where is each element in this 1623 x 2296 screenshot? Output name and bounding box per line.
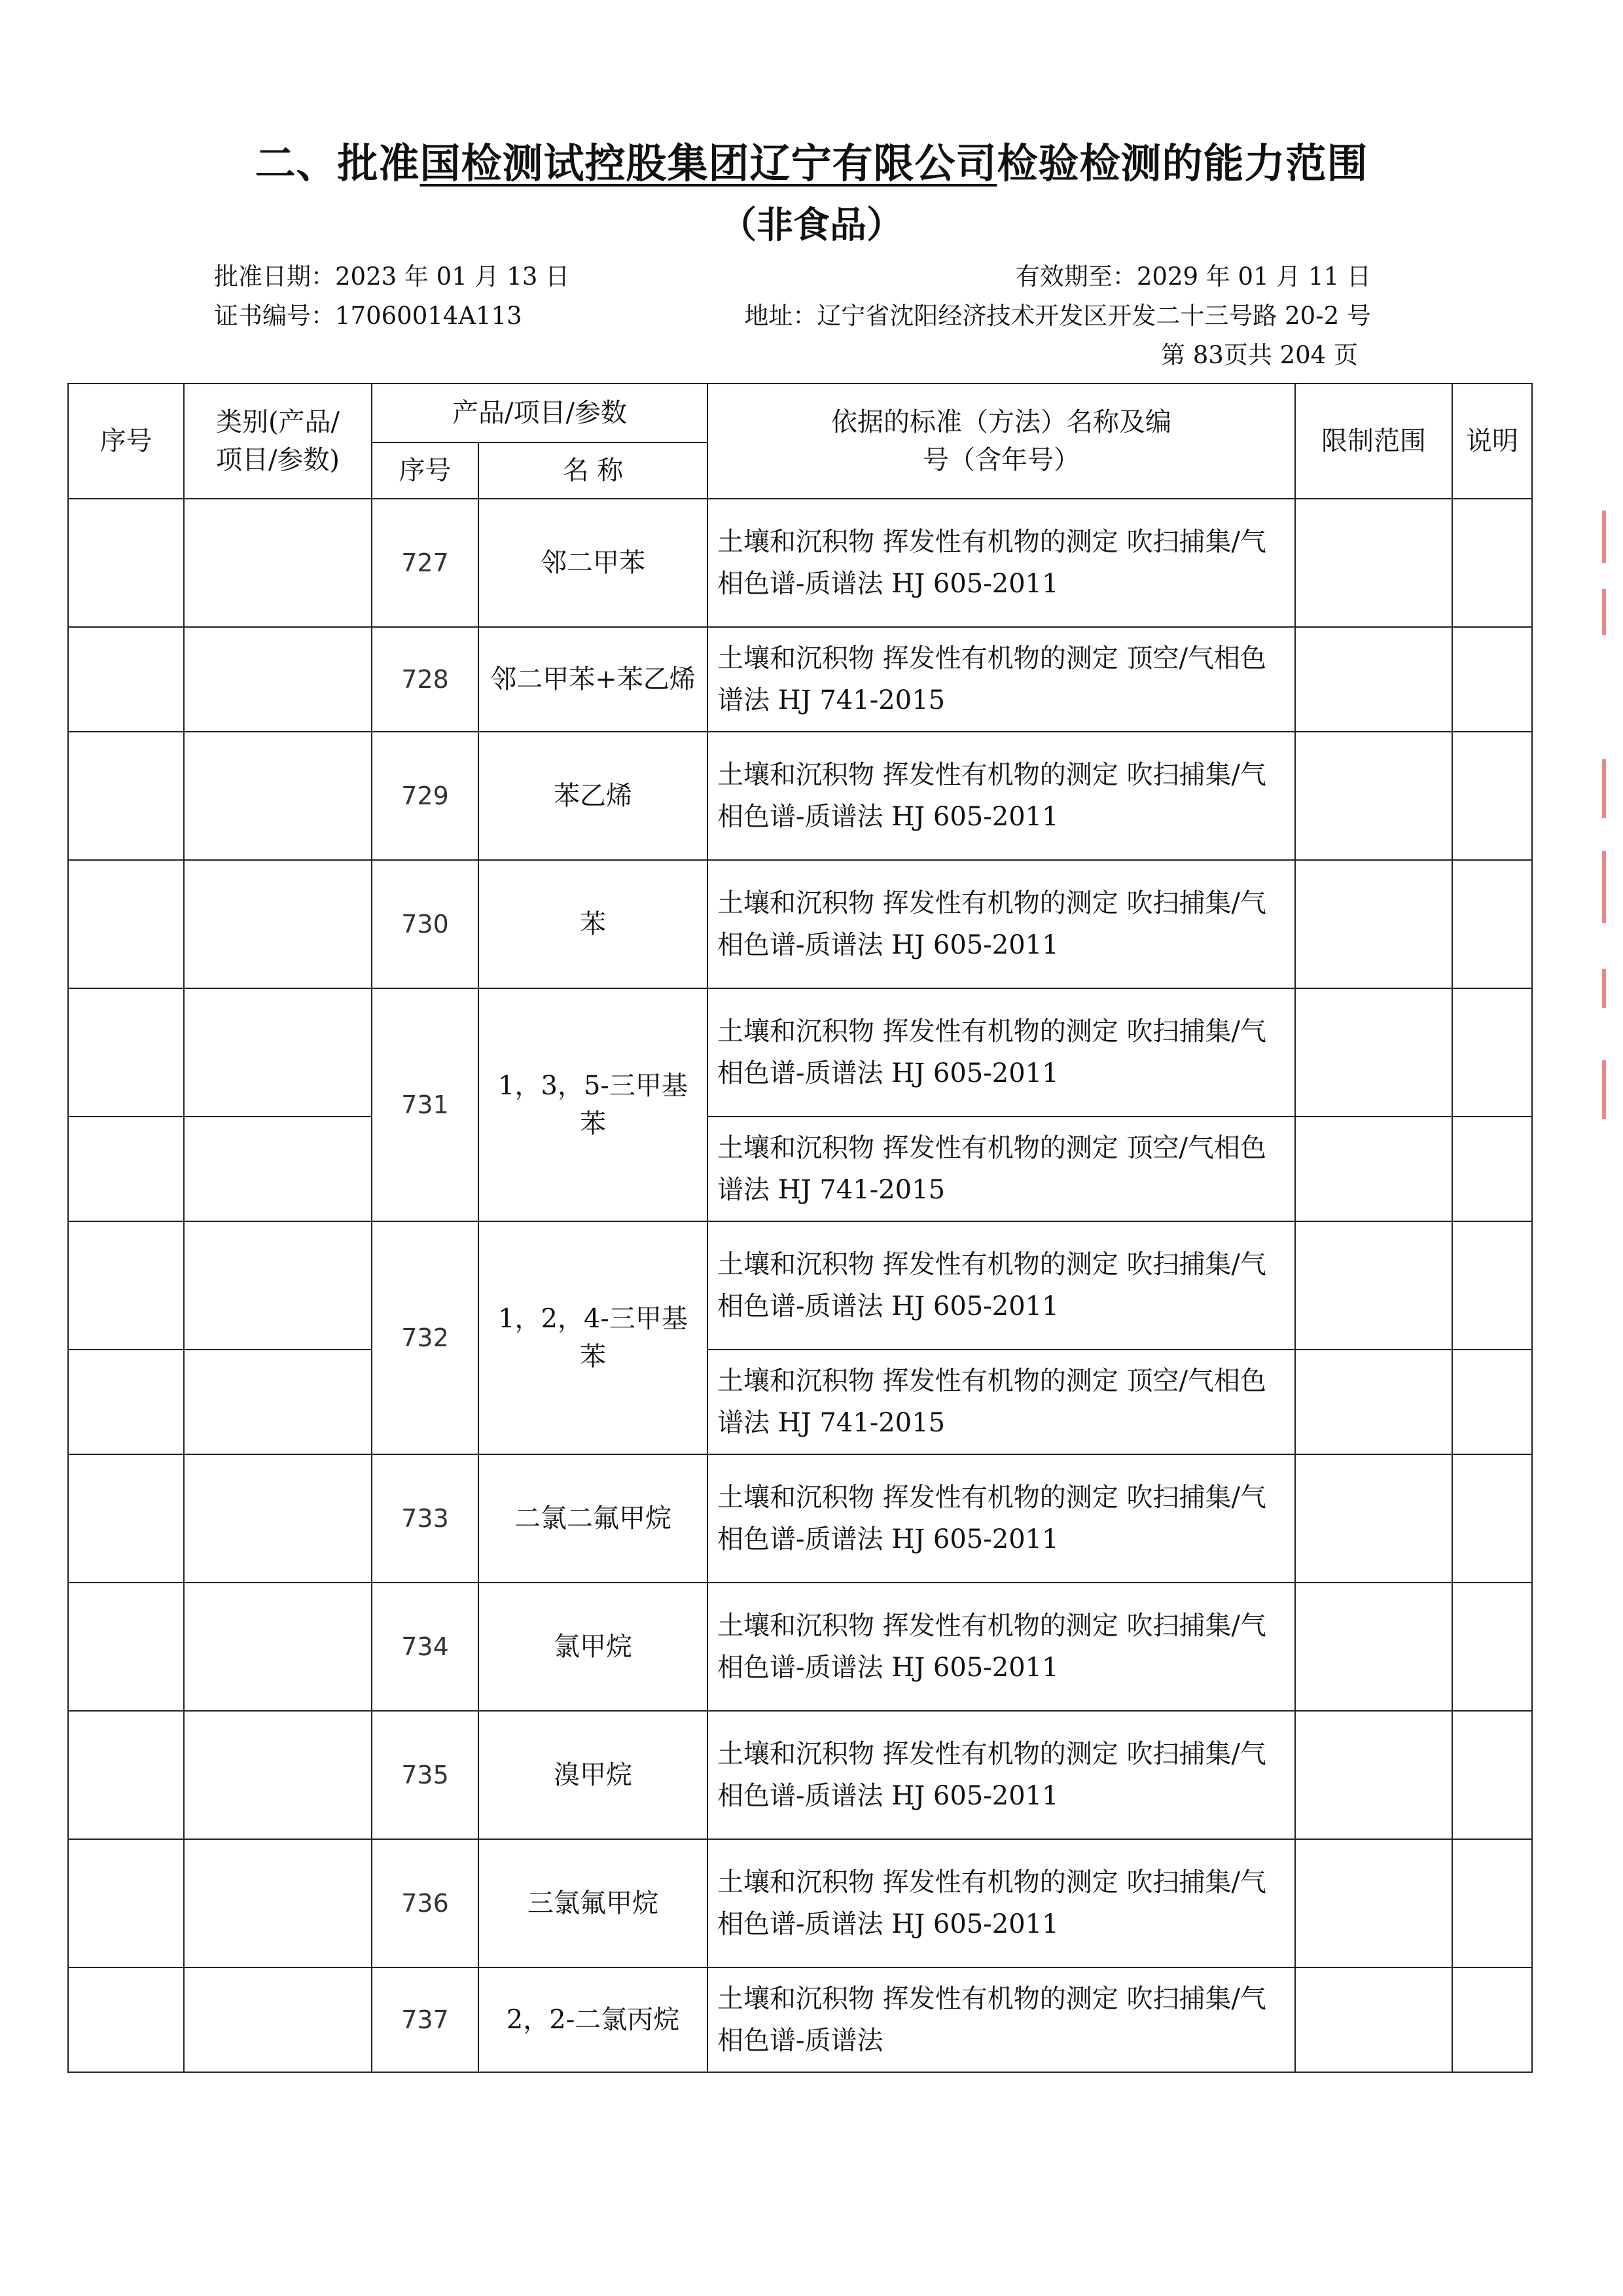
- table-row: [68, 499, 1532, 627]
- cell-seq: [68, 988, 184, 1117]
- cell-note: [1452, 732, 1532, 860]
- table-row: [68, 860, 1532, 988]
- cell-seq: [68, 1350, 184, 1454]
- cell-standard: 土壤和沉积物 挥发性有机物的测定 吹扫捕集/气相色谱-质谱法 HJ 605-2011: [707, 860, 1295, 988]
- header-limit: 限制范围: [1295, 384, 1452, 499]
- cell-note: [1452, 1583, 1532, 1711]
- cell-limit: [1295, 1350, 1452, 1454]
- header-category: 类别(产品/项目/参数): [184, 384, 372, 499]
- cell-note: [1452, 1839, 1532, 1967]
- cell-item-name: 1，2，4-三甲基苯: [478, 1221, 707, 1454]
- cell-item-name: 1，3，5-三甲基苯: [478, 988, 707, 1221]
- cell-standard: 土壤和沉积物 挥发性有机物的测定 顶空/气相色谱法 HJ 741-2015: [707, 1117, 1295, 1221]
- cell-limit: [1295, 499, 1452, 627]
- cell-seq: [68, 1839, 184, 1967]
- table-row: [68, 732, 1532, 860]
- cell-seq: [68, 1711, 184, 1839]
- table-row: [68, 1711, 1532, 1839]
- table-row: [68, 1583, 1532, 1711]
- cell-limit: [1295, 1454, 1452, 1583]
- cell-category: [184, 1454, 372, 1583]
- table-row: [68, 1839, 1532, 1967]
- cell-limit: [1295, 1839, 1452, 1967]
- cell-item-name: 邻二甲苯: [478, 499, 707, 627]
- cell-item-no: 733: [372, 1454, 478, 1583]
- cell-limit: [1295, 1967, 1452, 2072]
- cell-seq: [68, 860, 184, 988]
- cell-standard: 土壤和沉积物 挥发性有机物的测定 吹扫捕集/气相色谱-质谱法 HJ 605-2011: [707, 1711, 1295, 1839]
- cell-item-no: 729: [372, 732, 478, 860]
- title-company: 国检测试控股集团辽宁有限公司: [419, 139, 997, 187]
- cell-category: [184, 1583, 372, 1711]
- cell-note: [1452, 1117, 1532, 1221]
- cell-category: [184, 1117, 372, 1221]
- address: 地址：辽宁省沈阳经济技术开发区开发二十三号路 20-2 号: [744, 302, 1371, 330]
- header-sub-name: 名 称: [478, 442, 707, 499]
- seal-edge-marks: [1598, 511, 1611, 1152]
- cell-seq: [68, 1583, 184, 1711]
- cell-item-name: 氯甲烷: [478, 1583, 707, 1711]
- cell-standard: 土壤和沉积物 挥发性有机物的测定 吹扫捕集/气相色谱-质谱法 HJ 605-2011: [707, 1221, 1295, 1350]
- cell-note: [1452, 860, 1532, 988]
- cell-note: [1452, 1454, 1532, 1583]
- cell-note: [1452, 499, 1532, 627]
- cell-standard: 土壤和沉积物 挥发性有机物的测定 吹扫捕集/气相色谱-质谱法 HJ 605-2011: [707, 732, 1295, 860]
- cell-item-no: 736: [372, 1839, 478, 1967]
- header-standard: 依据的标准（方法）名称及编号（含年号）: [707, 384, 1295, 499]
- cell-note: [1452, 1967, 1532, 2072]
- cell-standard: 土壤和沉积物 挥发性有机物的测定 顶空/气相色谱法 HJ 741-2015: [707, 1350, 1295, 1454]
- header-seq: 序号: [68, 384, 184, 499]
- table-row: [68, 1221, 1532, 1350]
- cell-note: [1452, 988, 1532, 1117]
- table-row: [68, 627, 1532, 732]
- cell-limit: [1295, 732, 1452, 860]
- cell-category: [184, 627, 372, 732]
- cell-standard: 土壤和沉积物 挥发性有机物的测定 吹扫捕集/气相色谱-质谱法 HJ 605-2011: [707, 499, 1295, 627]
- certificate-number: 证书编号：17060014A113: [214, 302, 522, 330]
- table-row: [68, 988, 1532, 1117]
- cell-item-no: 735: [372, 1711, 478, 1839]
- cell-seq: [68, 1117, 184, 1221]
- cell-item-no: 737: [372, 1967, 478, 2072]
- table-row: [68, 1967, 1532, 2072]
- cell-item-name: 苯乙烯: [478, 732, 707, 860]
- cell-category: [184, 988, 372, 1117]
- page-info: 第 83页共 204 页: [1161, 341, 1358, 369]
- cell-standard: 土壤和沉积物 挥发性有机物的测定 吹扫捕集/气相色谱-质谱法 HJ 605-2011: [707, 1839, 1295, 1967]
- cell-item-no: 732: [372, 1221, 478, 1454]
- scope-table: [67, 383, 1533, 2073]
- cell-item-name: 邻二甲苯+苯乙烯: [478, 627, 707, 732]
- document-title: [0, 131, 1623, 189]
- title-suffix: 检验检测的能力范围: [997, 139, 1368, 187]
- cell-seq: [68, 732, 184, 860]
- cell-seq: [68, 1967, 184, 2072]
- cell-item-no: 734: [372, 1583, 478, 1711]
- cell-limit: [1295, 1711, 1452, 1839]
- cell-category: [184, 1711, 372, 1839]
- cell-note: [1452, 1350, 1532, 1454]
- cell-limit: [1295, 1117, 1452, 1221]
- cell-item-no: 730: [372, 860, 478, 988]
- cell-limit: [1295, 1583, 1452, 1711]
- approval-date: 批准日期：2023 年 01 月 13 日: [214, 262, 570, 291]
- cell-item-no: 728: [372, 627, 478, 732]
- cell-seq: [68, 499, 184, 627]
- cell-category: [184, 732, 372, 860]
- header-note: 说明: [1452, 384, 1532, 499]
- cell-standard: 土壤和沉积物 挥发性有机物的测定 吹扫捕集/气相色谱-质谱法 HJ 605-2011: [707, 988, 1295, 1117]
- header-product-group: 产品/项目/参数: [372, 384, 707, 442]
- valid-until: 有效期至：2029 年 01 月 11 日: [1015, 262, 1371, 291]
- cell-category: [184, 1839, 372, 1967]
- header-sub-seq: 序号: [372, 442, 478, 499]
- cell-standard: 土壤和沉积物 挥发性有机物的测定 吹扫捕集/气相色谱-质谱法: [707, 1967, 1295, 2072]
- document-subtitle: （非食品）: [720, 204, 903, 247]
- cell-limit: [1295, 627, 1452, 732]
- cell-seq: [68, 1454, 184, 1583]
- cell-item-name: 三氯氟甲烷: [478, 1839, 707, 1967]
- cell-limit: [1295, 860, 1452, 988]
- cell-item-name: 苯: [478, 860, 707, 988]
- cell-category: [184, 1967, 372, 2072]
- title-prefix: 二、批准: [255, 139, 420, 187]
- cell-category: [184, 1350, 372, 1454]
- cell-seq: [68, 627, 184, 732]
- cell-standard: 土壤和沉积物 挥发性有机物的测定 吹扫捕集/气相色谱-质谱法 HJ 605-2011: [707, 1583, 1295, 1711]
- cell-limit: [1295, 988, 1452, 1117]
- cell-item-no: 731: [372, 988, 478, 1221]
- cell-item-name: 2，2-二氯丙烷: [478, 1967, 707, 2072]
- cell-note: [1452, 1711, 1532, 1839]
- cell-seq: [68, 1221, 184, 1350]
- table-row: [68, 1350, 1532, 1454]
- cell-standard: 土壤和沉积物 挥发性有机物的测定 顶空/气相色谱法 HJ 741-2015: [707, 627, 1295, 732]
- cell-note: [1452, 627, 1532, 732]
- cell-item-name: 二氯二氟甲烷: [478, 1454, 707, 1583]
- cell-category: [184, 860, 372, 988]
- cell-category: [184, 1221, 372, 1350]
- cell-standard: 土壤和沉积物 挥发性有机物的测定 吹扫捕集/气相色谱-质谱法 HJ 605-2011: [707, 1454, 1295, 1583]
- table-row: [68, 1454, 1532, 1583]
- cell-note: [1452, 1221, 1532, 1350]
- cell-limit: [1295, 1221, 1452, 1350]
- table-row: [68, 1117, 1532, 1221]
- cell-item-name: 溴甲烷: [478, 1711, 707, 1839]
- cell-category: [184, 499, 372, 627]
- cell-item-no: 727: [372, 499, 478, 627]
